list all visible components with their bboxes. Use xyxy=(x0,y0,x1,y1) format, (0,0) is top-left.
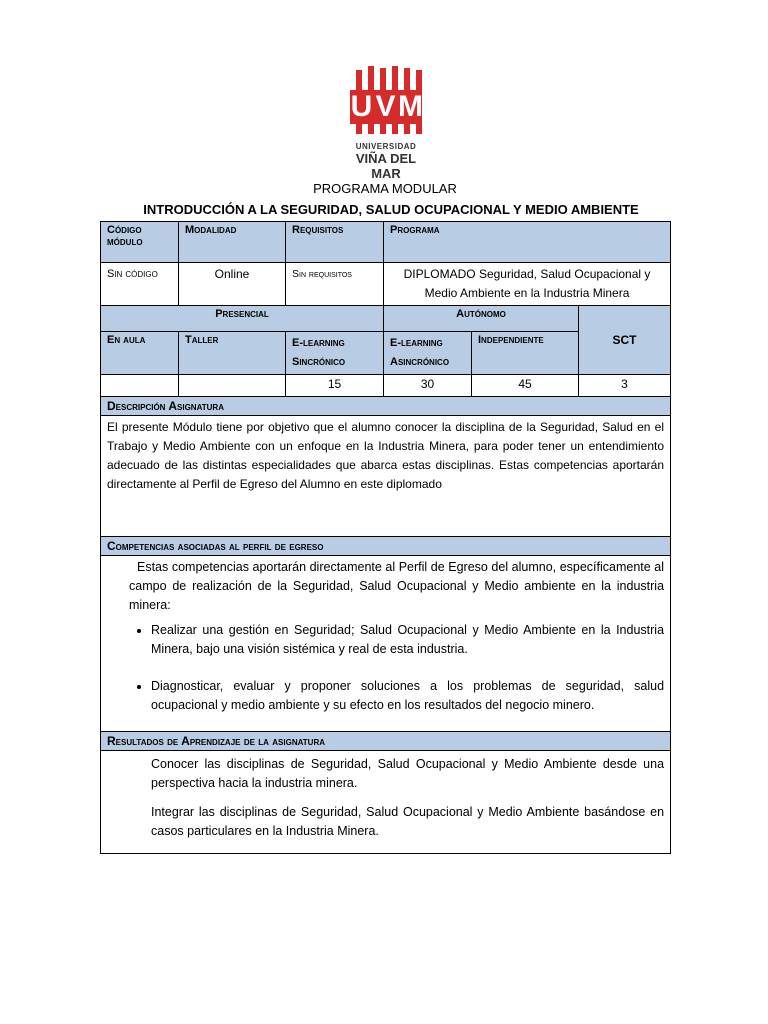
modalidad-value: Online xyxy=(179,263,286,306)
logo-letter-v: V xyxy=(375,90,397,123)
codigo-value: Sin código xyxy=(101,263,179,306)
module-table xyxy=(100,221,671,854)
logo-letters xyxy=(350,86,422,128)
competencias-heading: Competencias asociadas al perfil de egreso xyxy=(101,537,671,556)
requisitos-value: Sin requisitos xyxy=(286,263,384,306)
elearning-sincronico-value: 15 xyxy=(286,375,384,397)
logo-university-label: UNIVERSIDAD xyxy=(355,142,417,151)
taller-value xyxy=(179,375,286,397)
header-requisitos: Requisitos xyxy=(286,222,384,263)
competencia-item: • Diagnosticar, evaluar y proponer soluciones a los problemas de seguridad, salud ocupacional y medio ambiente y su efecto en los resultados del negocio minero. xyxy=(151,677,664,715)
sct-value: 3 xyxy=(579,375,671,397)
independiente-value: 45 xyxy=(472,375,579,397)
logo-letter-u: U xyxy=(350,90,374,123)
university-logo xyxy=(340,66,432,181)
header-modalidad: Modalidad xyxy=(179,222,286,263)
resultados-body xyxy=(101,751,671,854)
header-autonomo: Autónomo xyxy=(384,306,579,332)
descripcion-heading: Descripción Asignatura xyxy=(101,397,671,416)
header-taller: Taller xyxy=(179,332,286,375)
header-codigo: Código módulo xyxy=(101,222,179,263)
header-sct: SCT xyxy=(579,306,671,375)
programa-value: DIPLOMADO Seguridad, Salud Ocupacional y Medio Ambiente en la Industria Minera xyxy=(384,263,671,306)
document-subtitle: INTRODUCCIÓN A LA SEGURIDAD, SALUD OCUPACIONAL Y MEDIO AMBIENTE xyxy=(143,202,639,217)
header-presencial: Presencial xyxy=(101,306,384,332)
document-title: PROGRAMA MODULAR xyxy=(313,181,457,196)
header-elearning-asincronico: E-learning Asincrónico xyxy=(384,332,472,375)
logo-letter-m: M xyxy=(398,90,424,123)
en-aula-value xyxy=(101,375,179,397)
header-programa: Programa xyxy=(384,222,671,263)
header-en-aula: En aula xyxy=(101,332,179,375)
competencias-list xyxy=(107,621,664,715)
header-elearning-sincronico: E-learning Sincrónico xyxy=(286,332,384,375)
competencias-intro: Estas competencias aportarán directamente al Perfil de Egreso del alumno, específicamente al campo de realización de la Seguridad, Salud Ocupacional y Medio ambiente en la industria minera: xyxy=(129,560,665,612)
header-independiente: Independiente xyxy=(472,332,579,375)
resultados-heading: Resultados de Aprendizaje de la asignatura xyxy=(101,732,671,751)
competencias-body xyxy=(101,556,671,732)
competencia-item: • Realizar una gestión en Seguridad; Salud Ocupacional y Medio Ambiente en la Industria Minera, bajo una visión sistémica y real de esta industria. xyxy=(151,621,664,659)
elearning-asincronico-value: 30 xyxy=(384,375,472,397)
descripcion-text: El presente Módulo tiene por objetivo que el alumno conocer la disciplina de la Seguridad, Salud en el Trabajo y Medio Ambiente con un enfoque en la Industria Minera, para poder tener un entendimiento adecuado de las distintas especialidades que abarca estas disciplinas. Estas competencias aportarán directamente al Perfil de Egreso del Alumno en este diplomado xyxy=(101,416,671,537)
resultado-item: Integrar las disciplinas de Seguridad, Salud Ocupacional y Medio Ambiente basándose en casos particulares en la Industria Minera. xyxy=(151,805,665,838)
logo-university-name: VIÑA DEL MAR xyxy=(355,151,417,181)
resultado-item: Conocer las disciplinas de Seguridad, Salud Ocupacional y Medio Ambiente desde una perspectiva hacia la industria minera. xyxy=(151,757,665,790)
